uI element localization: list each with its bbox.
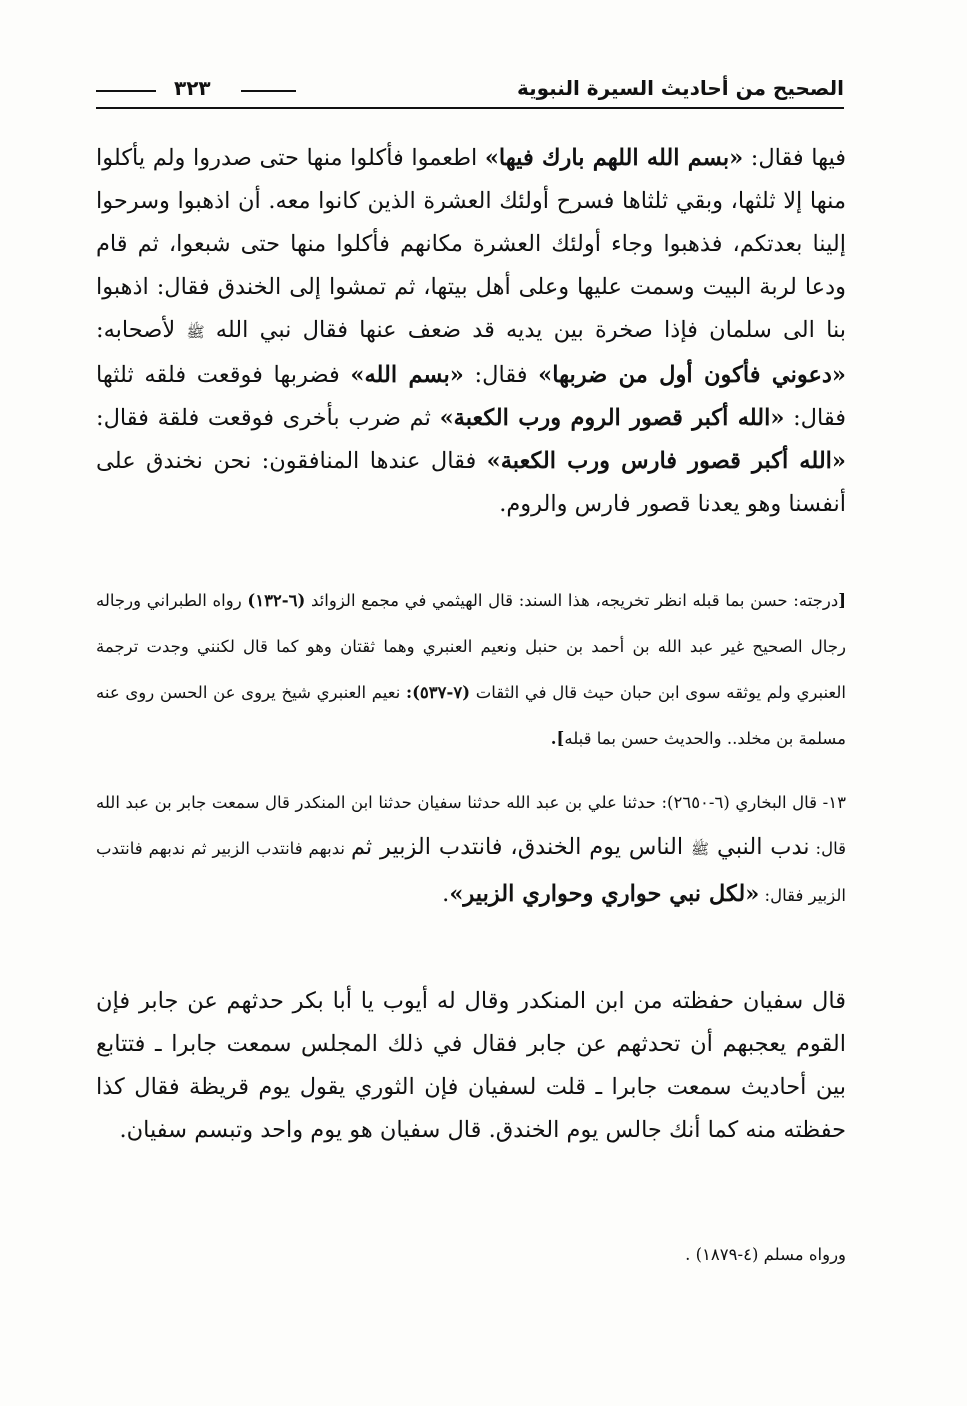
text-run: فقال: <box>463 362 539 388</box>
reference: (٧-٥٣٧): <box>406 683 471 702</box>
salutation-ligature: ﷺ <box>691 840 710 858</box>
text-run: ثم ضرب بأخرى فوقعت فلقة فقال: <box>96 405 440 431</box>
quote: «الله أكبر قصور الروم ورب الكعبة» <box>439 405 785 431</box>
header-rule-left <box>96 90 156 92</box>
reference: (٦-١٣٢) <box>247 591 306 610</box>
text-run: درجته: حسن بما قبله انظر تخريجه، هذا السند: قال الهيثمي في مجمع الزوائد <box>305 591 839 610</box>
quote: «لكل نبي حواري وحواري الزبير» <box>449 881 760 907</box>
hadith-13 <box>96 780 846 918</box>
paragraph-2 <box>96 980 846 1152</box>
bracket: [ <box>838 591 846 610</box>
page-header <box>96 74 844 108</box>
running-title: الصحيح من أحاديث السيرة النبوية <box>516 76 844 100</box>
salutation-ligature: ﷺ <box>186 323 205 341</box>
hadith-number: ١٣- <box>817 793 846 812</box>
paragraph-1 <box>96 137 846 526</box>
paragraph-text: قال سفيان حفظته من ابن المنكدر وقال له أيوب يا أبا بكر حدثهم عن جابر فإن القوم يعجبهم أن تحدثهم عن جابر فقال في ذلك المجلس سمعت جابرا ـ فتتابع بين أحاديث سمعت جابرا ـ قلت لسفيان فإن الثوري يقول يوم قريظة فقال كذا حفظته منه كما أنك جالس يوم الخندق. قال سفيان هو يوم واحد وتبسم سفيان. <box>96 988 846 1143</box>
text-run: فيها فقال: <box>743 145 847 171</box>
quote: «بسم الله» <box>350 362 464 388</box>
header-rule <box>96 107 844 109</box>
quote: «الله أكبر قصور فارس ورب الكعبة» <box>486 448 846 474</box>
text-run: رواه الطبراني ورجاله رجال الصحيح غير عبد الله بن أحمد بن حنبل ونعيم العنبري وهما ثقتان وهو كما قال لكنني وجدت ترجمة العنبري ولم يوثقه سوى ابن حبان حيث قال في الثقات <box>96 591 846 702</box>
bracket: ]. <box>550 729 565 748</box>
quote: «دعوني فأكون أول من ضربها» <box>538 362 846 388</box>
text-run: ندبهم فانتدب الزبير ثم ندبهم فانتدب الزبير فقال: <box>96 839 846 905</box>
reference-text: ورواه مسلم (٤-١٨٧٩) . <box>685 1245 846 1264</box>
text-run: اطعموا فأكلوا منها حتى صدروا ولم يأكلوا منها إلا ثلثها، وبقي ثلثاها فسرح أولئك العشرة الذين كانوا معه. أن اذهبوا وسرحوا إلينا بعدتكم، فذهبوا وجاء أولئك العشرة مكانهم فأكلوا منها حتى شبعوا، ثم قام ودعا لربة البيت وسمت عليها وعلى أهل بيتها، ثم تمشوا إلى الخندق فقال: اذهبوا بنا الى سلمان فإذا صخرة بين يديه قد ضعف عنها فقال نبي الله <box>96 145 847 343</box>
quote: «بسم الله اللهم بارك فيها» <box>484 145 744 171</box>
text-run: فقال عندها المنافقون: نحن نخندق على أنفسنا وهو يعدنا قصور فارس والروم. <box>96 448 846 517</box>
text-run: فضربها فوقعت فلقه ثلثها فقال: <box>96 362 846 431</box>
header-rule-short <box>241 90 296 92</box>
grading-note <box>96 578 846 762</box>
text-run: نعيم العنبري شيخ يروى عن الحسن روى عنه مسلمة بن مخلد.. والحديث حسن بما قبله <box>96 683 846 748</box>
text-run: ندب النبي <box>709 834 810 860</box>
reference-line <box>96 1232 846 1278</box>
text-run: لأصحابه: <box>96 317 187 343</box>
text-run: قال البخاري (٦-٢٦٥٠): حدثنا علي بن عبد الله حدثنا سفيان حدثنا ابن المنكدر قال سمعت جابر بن عبد الله قال: <box>96 793 846 858</box>
page-number: ٣٢٣ <box>174 76 211 100</box>
text-run: الناس يوم الخندق، فانتدب الزبير ثم <box>350 834 692 860</box>
text-run: . <box>442 881 450 907</box>
